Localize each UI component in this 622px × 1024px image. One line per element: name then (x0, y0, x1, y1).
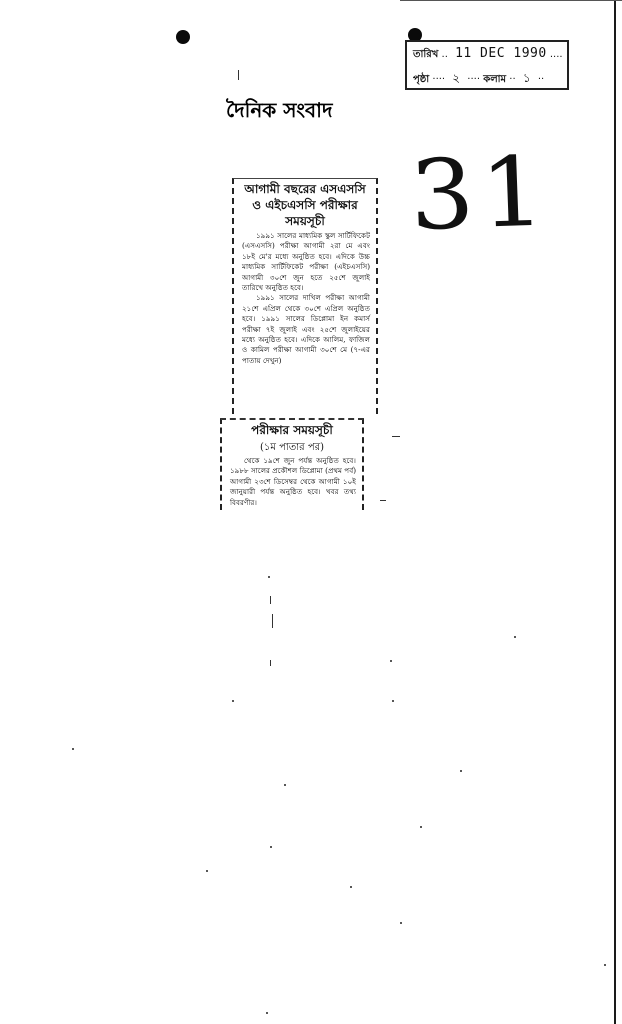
stamp-column-value: ১ (522, 71, 531, 85)
clipping-paragraph: ১৯৯১ সালের দাখিল পরীক্ষা আগামী ২১শে এপ্রিল থেকে ৩০শে এপ্রিল অনুষ্ঠিত হবে। ১৯৯১ সালের ডিপ্লোমা ইন কমার্স পরীক্ষা ৭ই জুলাই এবং ২৫শে জুলাইয়ের মধ্যে অনুষ্ঠিত হবে। এদিকে আলিম, ফাজিল ও কামিল পরীক্ষা আগামী ৩০শে মে (৭-এর পাতায় দেখুন) (242, 293, 370, 365)
scan-speck (390, 660, 392, 662)
scan-mark (238, 70, 239, 80)
scan-speck (72, 748, 74, 750)
handwritten-folio-number: 31 (408, 135, 553, 252)
punch-hole-left (176, 30, 190, 44)
scan-mark (272, 614, 273, 628)
newspaper-masthead: দৈনিক সংবাদ (226, 98, 333, 122)
scan-mark (392, 436, 400, 437)
scan-speck (514, 636, 516, 638)
scan-speck (266, 1012, 268, 1014)
news-clipping-continuation (220, 418, 364, 510)
stamp-column-label: কলাম (483, 74, 507, 85)
scan-speck (400, 922, 402, 924)
continuation-paragraph: থেকে ১৯শে জুন পর্যন্ত অনুষ্ঠিত হবে। ১৯৮৮ সালের প্রকৌশল ডিপ্লোমা (প্রথম পর্ব) আগামী ২৩শে ডিসেম্বর থেকে আগামী ১০ই জানুয়ারী পর্যন্ত অনুষ্ঠিত হবে। খবর তথ্য বিবরণীর। (230, 456, 356, 507)
stamp-date-row: তারিখ .. 11 DEC 1990 .... (413, 46, 563, 61)
scan-speck (284, 784, 286, 786)
news-clipping-main (232, 178, 378, 414)
stamp-page-label: পৃষ্ঠা (413, 74, 430, 85)
scan-speck (232, 700, 234, 702)
scan-speck (460, 770, 462, 772)
stamp-date-value: 11 DEC 1990 (455, 46, 547, 61)
continuation-body (222, 454, 362, 508)
scan-speck (392, 700, 394, 702)
stamp-page-row: পৃষ্ঠা ···· ২ ···· কলাম ·· ১ ·· (413, 71, 545, 85)
scan-mark (380, 500, 386, 501)
scan-speck (206, 870, 208, 872)
continuation-headline (222, 420, 362, 454)
continuation-title: পরীক্ষার সময়সূচী (251, 423, 333, 437)
clipping-paragraph: ১৯৯১ সালের মাধ্যমিক স্কুল সার্টিফিকেট (এসএসসি) পরীক্ষা আগামী ২রা মে এবং ১৮ই মে'র মধ্যে অনুষ্ঠিত হবে। এদিকে উচ্চ মাধ্যমিক সার্টিফিকেট পরীক্ষা (এইচএসসি) আগামী ৩০শে জুন হতে ২৫শে জুলাই তারিখে অনুষ্ঠিত হবে। (242, 231, 370, 293)
scan-speck (350, 886, 352, 888)
scan-mark (270, 660, 271, 666)
stamp-page-value: ২ (452, 71, 461, 85)
scan-speck (604, 964, 606, 966)
stamp-date-label: তারিখ (413, 49, 439, 60)
scan-speck (268, 576, 270, 578)
clipping-body (234, 229, 376, 366)
scan-mark (270, 596, 271, 604)
page-edge-top (400, 0, 622, 1)
date-stamp (405, 40, 569, 90)
scan-speck (420, 826, 422, 828)
scan-speck (270, 846, 272, 848)
page-edge-right (614, 0, 616, 1024)
continuation-subhead: (১ম পাতার পর) (259, 442, 325, 453)
clipping-headline: আগামী বছরের এসএসসি ও এইচএসসি পরীক্ষার সময়সূচী (244, 182, 366, 228)
